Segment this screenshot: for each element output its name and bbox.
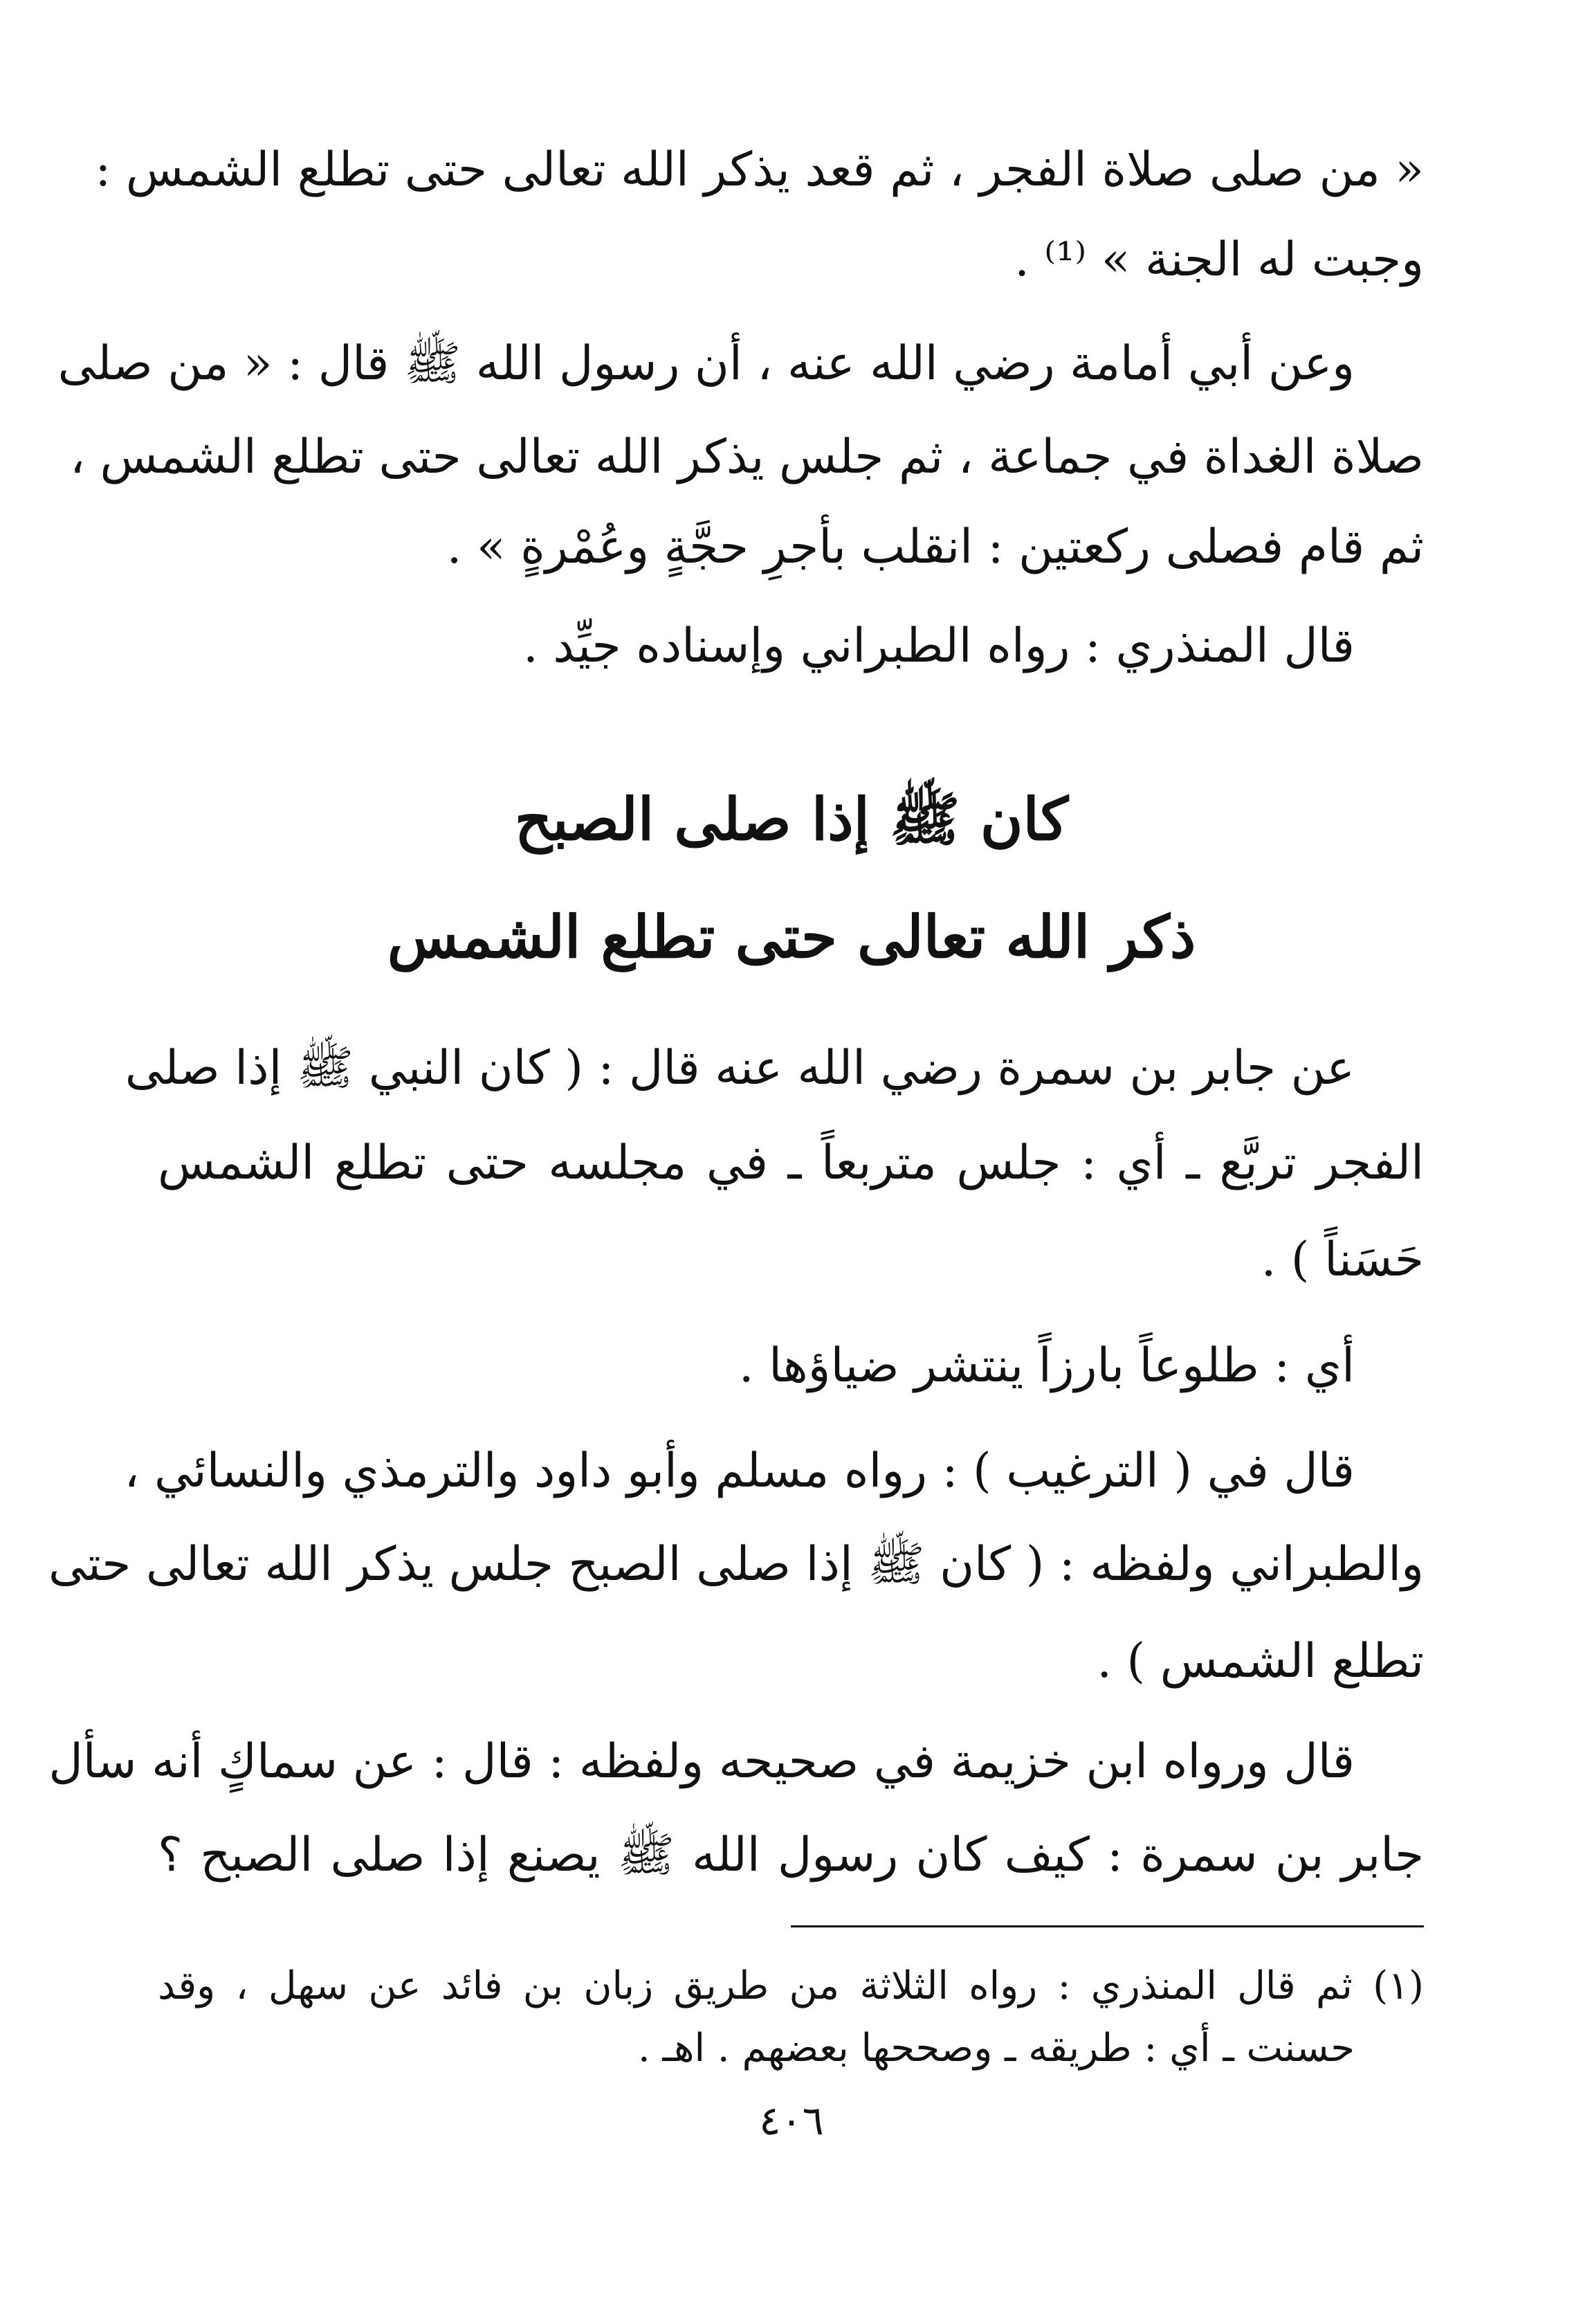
text-line: عن جابر بن سمرة رضي الله عنه قال : ( كان النبي ﷺ إذا صلى [125, 1041, 1355, 1096]
text-line: وجبت له الجنة » ⁽¹⁾ . [1014, 233, 1424, 287]
footnote-line: حسنت ـ أي : طريقه ـ وصححها بعضهم . اهـ . [637, 2026, 1355, 2071]
text-line: أي : طلوعاً بارزاً ينتشر ضياؤها . [738, 1338, 1355, 1393]
section-heading-line: ذكر الله تعالى حتى تطلع الشمس [387, 902, 1196, 971]
footnote-separator [791, 1925, 1424, 1927]
text-line: صلاة الغداة في جماعة ، ثم جلس يذكر الله تعالى حتى تطلع الشمس ، [69, 430, 1424, 484]
page-number: ٤٠٦ [759, 2097, 824, 2144]
text-line: « من صلى صلاة الفجر ، ثم قعد يذكر الله تعالى حتى تطلع الشمس : [95, 143, 1424, 197]
text-line: قال ورواه ابن خزيمة في صحيحه ولفظه : قال : عن سماكٍ أنه سأل [48, 1734, 1355, 1789]
text-line: ثم قام فصلى ركعتين : انقلب بأجرِ حجَّةٍ وعُمْرةٍ » . [446, 520, 1424, 574]
text-line: الفجر تربَّع ـ أي : جلس متربعاً ـ في مجلسه حتى تطلع الشمس [158, 1136, 1424, 1190]
text-line: حَسَناً ) . [1261, 1233, 1424, 1287]
text-line: قال في ( الترغيب ) : رواه مسلم وأبو داود والترمذي والنسائي ، [124, 1444, 1355, 1498]
text-line: جابر بن سمرة : كيف كان رسول الله ﷺ يصنع إذا صلى الصبح ؟ [158, 1828, 1424, 1882]
footnote-line: (١) ثم قال المنذري : رواه الثلاثة من طريق زبان بن فائد عن سهل ، وقد [158, 1963, 1424, 2008]
text-line: قال المنذري : رواه الطبراني وإسناده جيِّد . [523, 619, 1355, 673]
text-line: والطبراني ولفظه : ( كان ﷺ إذا صلى الصبح جلس يذكر الله تعالى حتى [48, 1537, 1424, 1592]
text-line: تطلع الشمس ) . [1097, 1634, 1424, 1689]
text-line: وعن أبي أمامة رضي الله عنه ، أن رسول الله ﷺ قال : « من صلى [57, 336, 1355, 391]
section-heading-line: كان ﷺ إذا صلى الصبح [514, 785, 1069, 853]
